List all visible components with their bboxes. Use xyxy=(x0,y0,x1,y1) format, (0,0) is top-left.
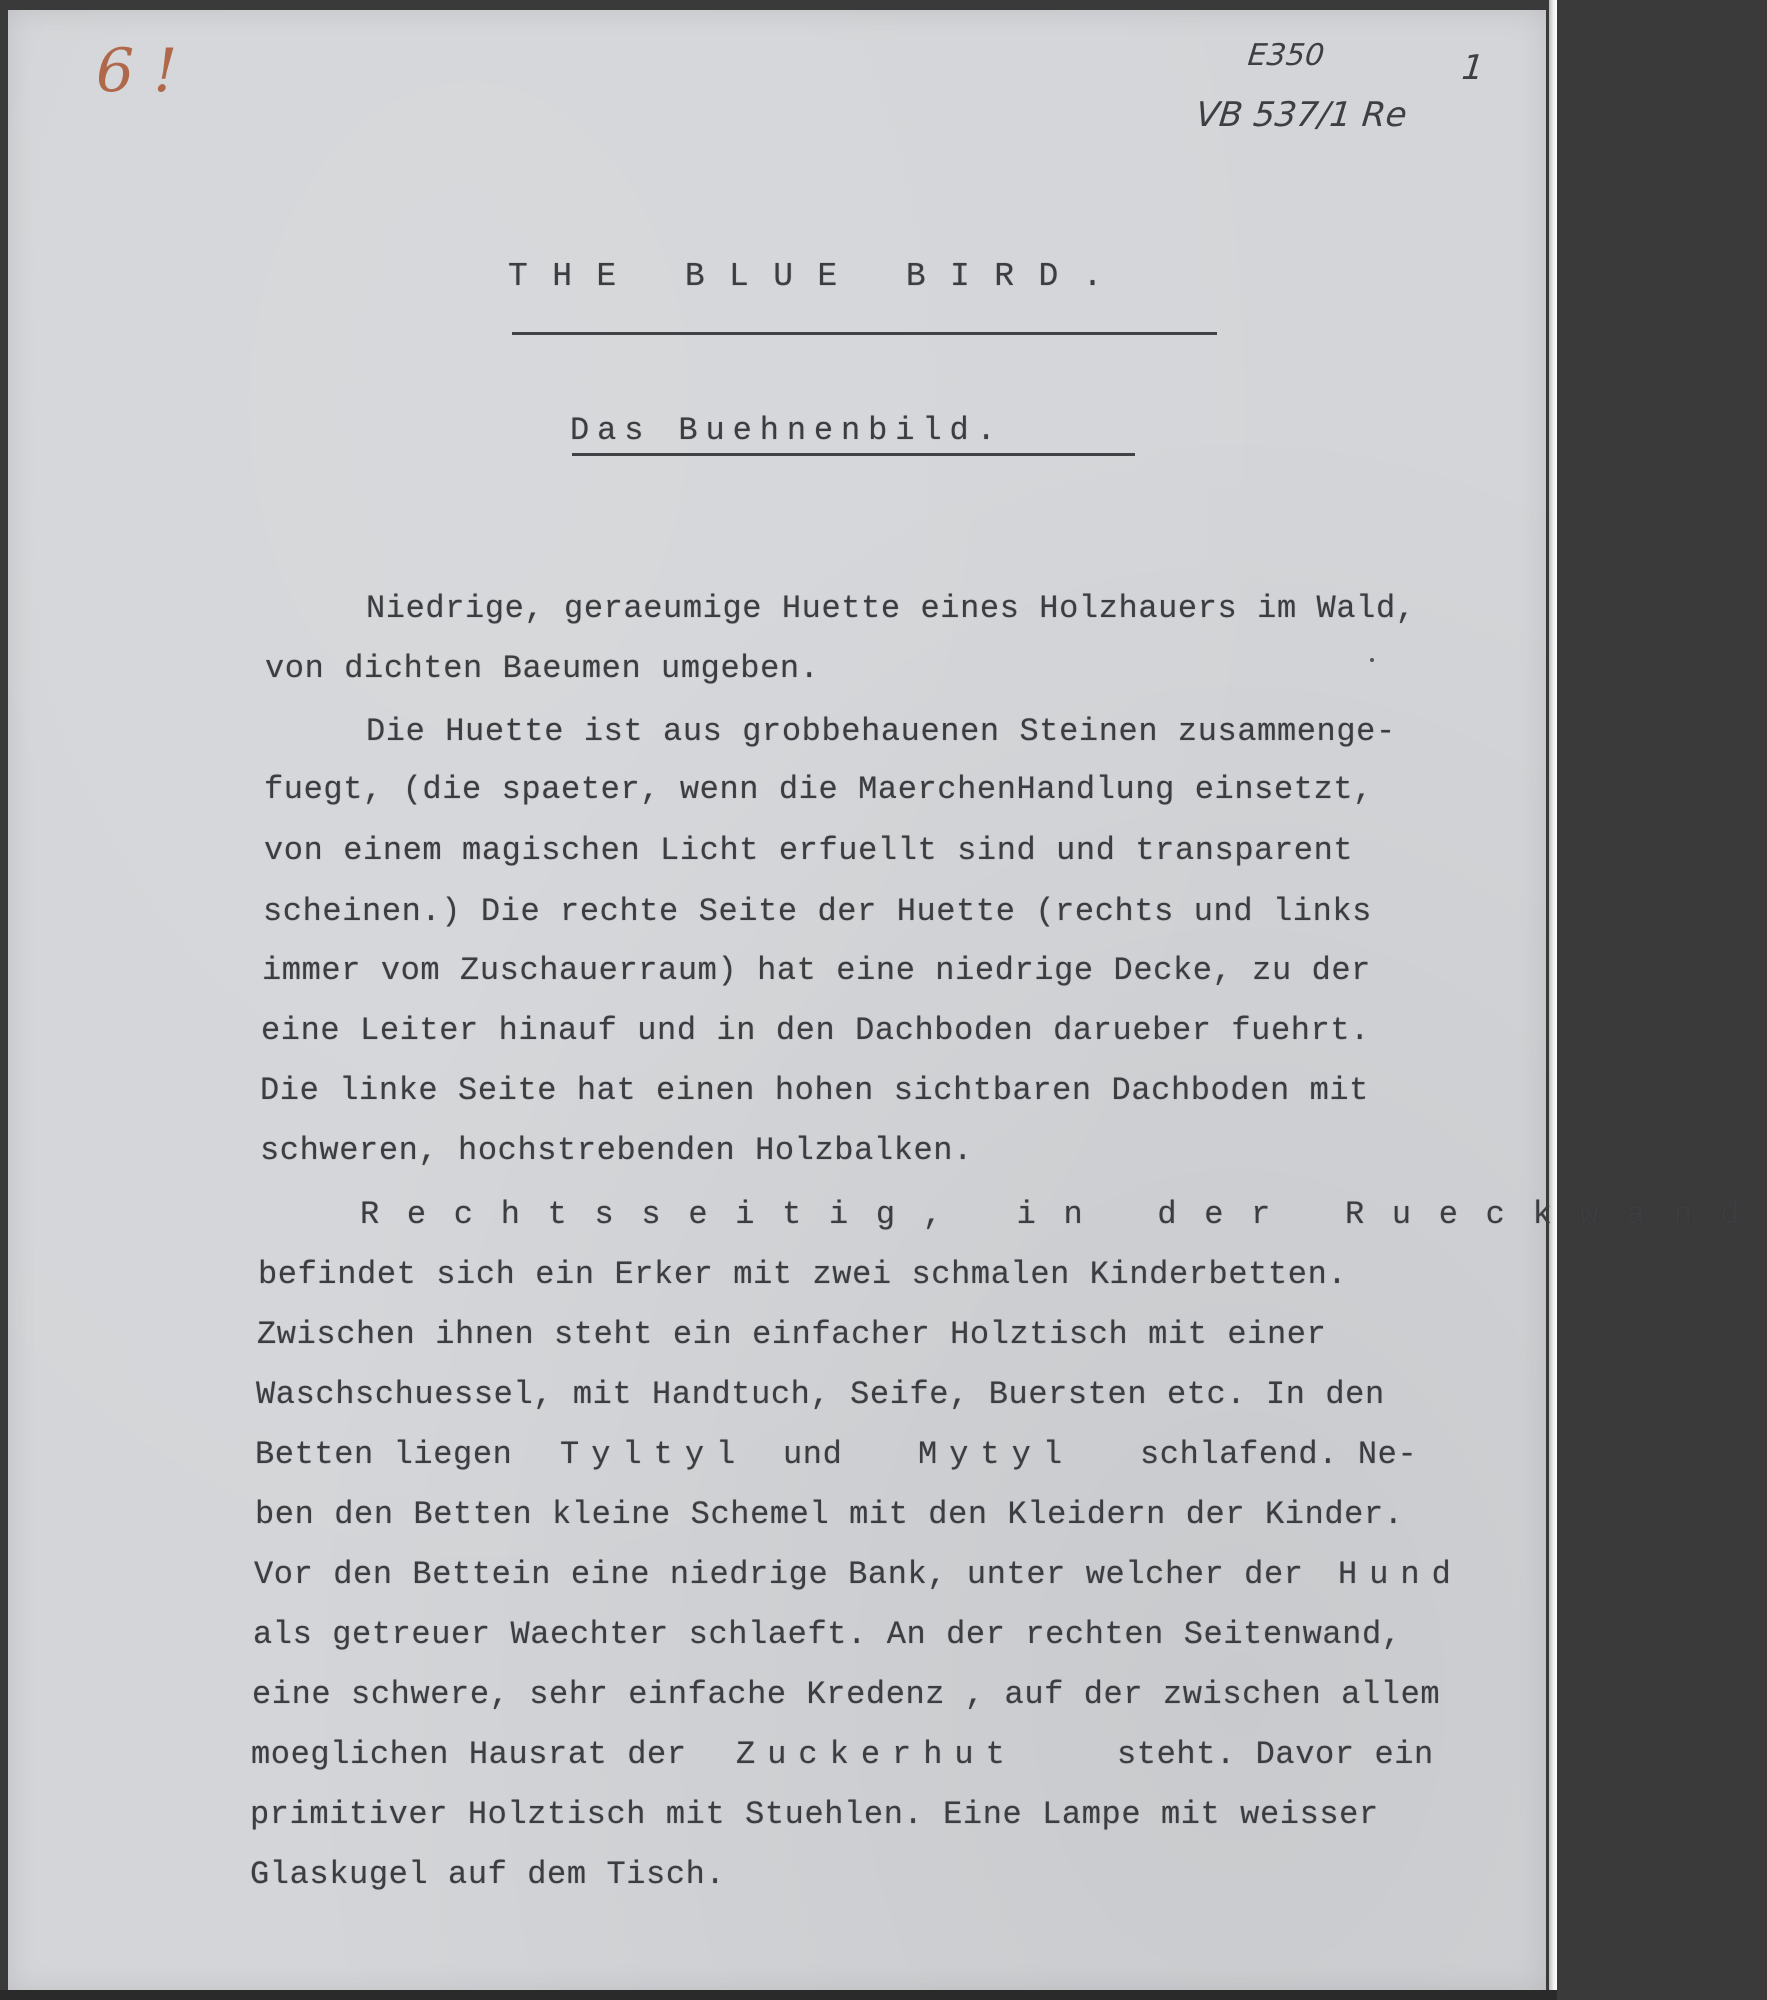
body-line-15b: und xyxy=(783,1436,843,1473)
body-line-20a: moeglichen Hausrat der xyxy=(251,1736,687,1773)
archive-code-top: E350 xyxy=(1246,38,1327,73)
body-name-zuckerhut: Zuckerhut xyxy=(736,1736,1017,1773)
body-line-5: von einem magischen Licht erfuellt sind und transparent xyxy=(264,832,1354,869)
body-name-mytyl: Mytyl xyxy=(918,1436,1075,1473)
ink-dot xyxy=(1370,658,1374,662)
body-line-1: Niedrige, geraeumige Huette eines Holzhauers im Wald, xyxy=(366,590,1416,627)
body-line-21: primitiver Holztisch mit Stuehlen. Eine Lampe mit weisser xyxy=(250,1796,1379,1833)
body-name-hund: Hund xyxy=(1338,1556,1463,1593)
body-line-20b: steht. Davor ein xyxy=(1117,1736,1434,1773)
body-line-19: eine schwere, sehr einfache Kredenz , auf der zwischen allem xyxy=(252,1676,1441,1713)
archive-code-bottom: VB 537/1 Re xyxy=(1193,95,1409,135)
body-line-13: Zwischen ihnen steht ein einfacher Holztisch mit einer xyxy=(257,1316,1327,1353)
body-line-4: fuegt, (die spaeter, wenn die MaerchenHandlung einsetzt, xyxy=(264,771,1373,808)
body-line-10: schweren, hochstrebenden Holzbalken. xyxy=(260,1132,973,1169)
subtitle-underline xyxy=(572,453,1135,456)
document-subtitle: Das Buehnenbild. xyxy=(570,412,1004,449)
body-line-15a: Betten liegen xyxy=(255,1436,513,1473)
body-line-15c: schlafend. Ne- xyxy=(1140,1436,1418,1473)
body-line-18: als getreuer Waechter schlaeft. An der rechten Seitenwand, xyxy=(253,1616,1402,1653)
body-line-7: immer vom Zuschauerraum) hat eine niedrige Decke, zu der xyxy=(262,952,1371,989)
body-line-16: ben den Betten kleine Schemel mit den Kleidern der Kinder. xyxy=(255,1496,1404,1533)
pencil-mark: 6 ! xyxy=(96,36,178,106)
page-number: 1 xyxy=(1459,48,1486,88)
body-line-12: befindet sich ein Erker mit zwei schmalen Kinderbetten. xyxy=(258,1256,1348,1293)
title-underline xyxy=(512,332,1217,335)
body-line-3: Die Huette ist aus grobbehauenen Steinen zusammenge- xyxy=(366,713,1396,750)
document-title: THE BLUE BIRD. xyxy=(508,258,1127,295)
body-line-11: Rechtsseitig, in der Rueckwand xyxy=(360,1196,1767,1233)
body-line-14: Waschschuessel, mit Handtuch, Seife, Buersten etc. In den xyxy=(256,1376,1385,1413)
page-edge-right xyxy=(1549,0,1557,2000)
body-line-8: eine Leiter hinauf und in den Dachboden darueber fuehrt. xyxy=(261,1012,1370,1049)
body-name-tyltyl: Tyltyl xyxy=(560,1436,748,1473)
body-line-22: Glaskugel auf dem Tisch. xyxy=(250,1856,726,1893)
body-line-2: von dichten Baeumen umgeben. xyxy=(265,650,820,687)
body-line-9: Die linke Seite hat einen hohen sichtbaren Dachboden mit xyxy=(260,1072,1369,1109)
body-line-17a: Vor den Bettein eine niedrige Bank, unter welcher der xyxy=(254,1556,1304,1593)
page-edge-bottom xyxy=(0,1990,1557,2000)
body-line-6: scheinen.) Die rechte Seite der Huette (rechts und links xyxy=(263,893,1372,930)
